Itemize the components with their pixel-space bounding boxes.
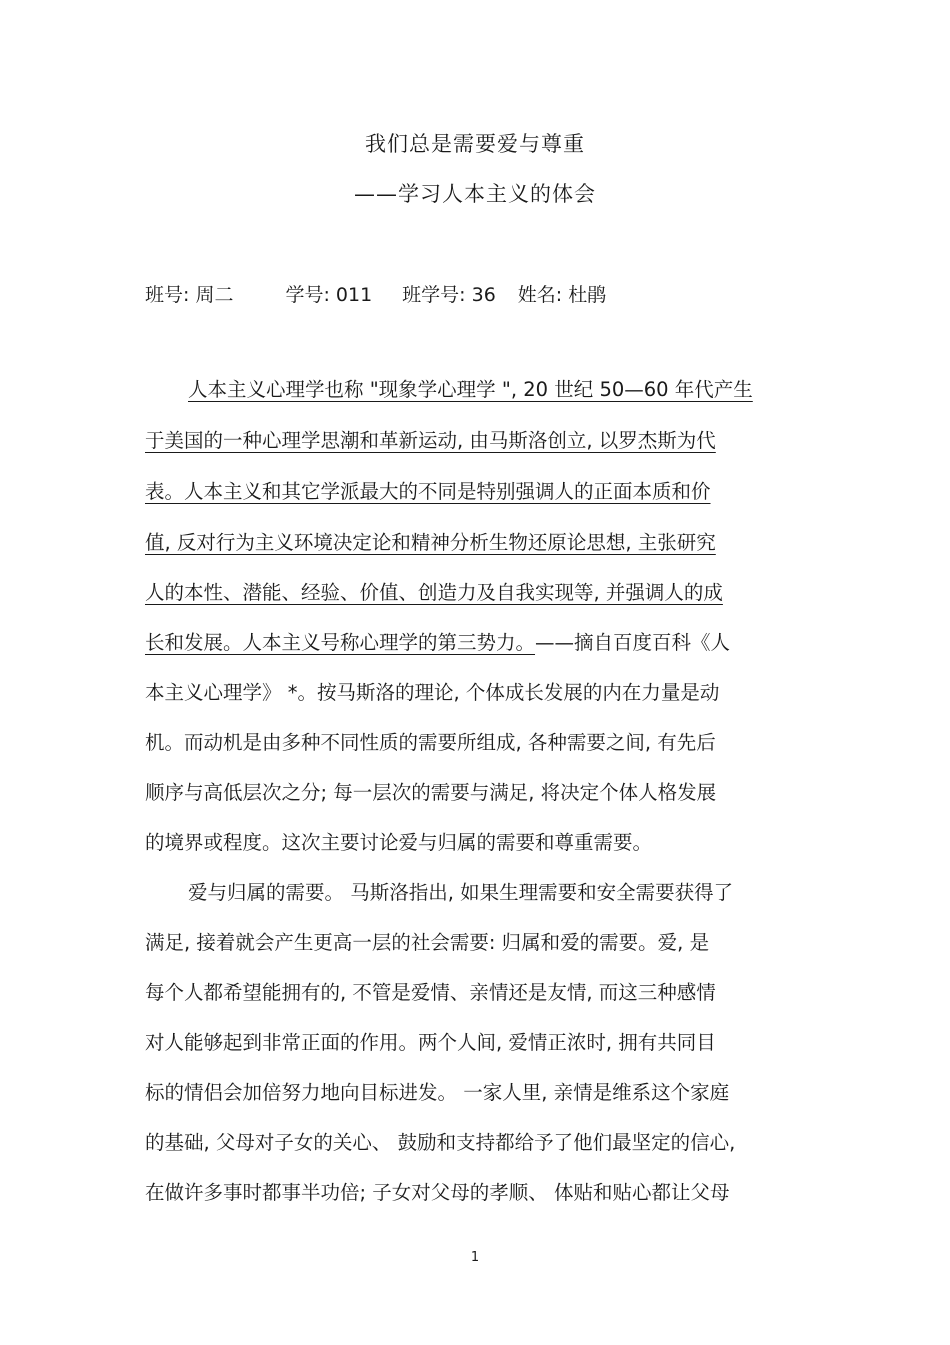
student-number-field: 学号: 011: [285, 284, 373, 306]
text-line: 的境界或程度。这次主要讨论爱与归属的需要和尊重需要。: [145, 831, 653, 854]
text-line: 满足, 接着就会产生更高一层的社会需要: 归属和爱的需要。爱, 是: [145, 931, 710, 954]
text-line: 标的情侣会加倍努力地向目标进发。 一家人里, 亲情是维系这个家庭: [145, 1081, 730, 1104]
name-field: 姓名: 杜鹃: [517, 284, 607, 306]
text-line: 于美国的一种心理学思潮和革新运动, 由马斯洛创立, 以罗杰斯为代: [145, 429, 716, 452]
text-line: 在做许多事时都事半功倍; 子女对父母的孝顺、 体贴和贴心都让父母: [145, 1181, 730, 1204]
text-line: [145, 630, 730, 656]
text-line: 值, 反对行为主义环境决定论和精神分析生物还原论思想, 主张研究: [145, 531, 716, 554]
class-student-number-field: 班学号: 36: [402, 284, 496, 306]
text-line: 机。而动机是由多种不同性质的需要所组成, 各种需要之间, 有先后: [145, 731, 716, 754]
student-info: [145, 280, 606, 307]
text-line: 对人能够起到非常正面的作用。两个人间, 爱情正浓时, 拥有共同目: [145, 1031, 716, 1054]
text-line: 表。人本主义和其它学派最大的不同是特别强调人的正面本质和价: [145, 480, 711, 503]
text-line-underlined: 长和发展。人本主义号称心理学的第三势力。: [145, 631, 536, 654]
text-line: 本主义心理学》 *。按马斯洛的理论, 个体成长发展的内在力量是动: [145, 681, 720, 704]
text-line: 的基础, 父母对子女的关心、 鼓励和支持都给予了他们最坚定的信心,: [145, 1131, 736, 1154]
text-line: 顺序与高低层次之分; 每一层次的需要与满足, 将决定个体人格发展: [145, 781, 717, 804]
class-field: 班号: 周二: [145, 284, 234, 306]
citation-text: ——摘自百度百科《人: [535, 631, 731, 654]
page-number: 1: [470, 1250, 480, 1265]
document-subtitle: ——学习人本主义的体会: [354, 182, 596, 206]
document-title: 我们总是需要爱与尊重: [365, 132, 585, 156]
text-line: 人的本性、潜能、经验、价值、创造力及自我实现等, 并强调人的成: [145, 581, 723, 604]
text-line: 每个人都希望能拥有的, 不管是爱情、亲情还是友情, 而这三种感情: [145, 981, 716, 1004]
text-line: 人本主义心理学也称 "现象学心理学 ", 20 世纪 50—60 年代产生: [188, 378, 753, 401]
text-line: 爱与归属的需要。 马斯洛指出, 如果生理需要和安全需要获得了: [188, 881, 734, 904]
